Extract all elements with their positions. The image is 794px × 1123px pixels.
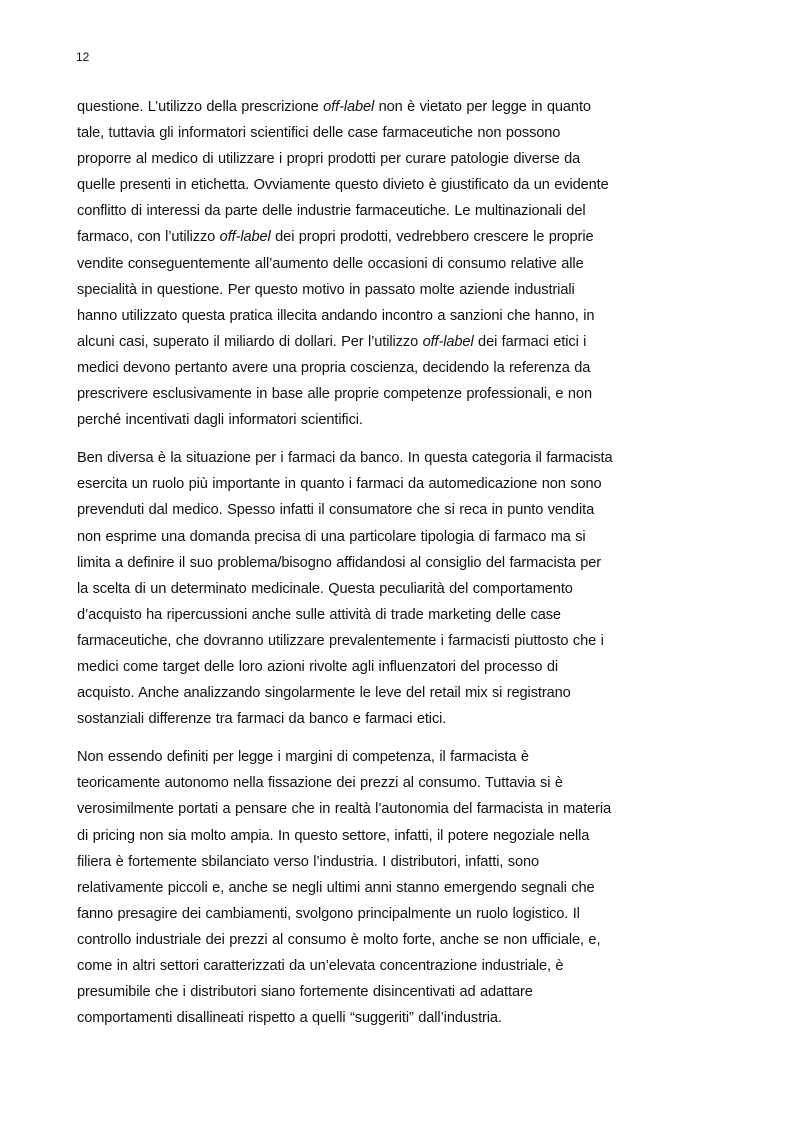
- text-run: teoricamente autonomo nella fissazione dei prezzi al consumo. Tuttavia si è: [77, 775, 563, 792]
- page-number: 12: [76, 50, 90, 64]
- text-run: presumibile che i distributori siano fortemente disincentivati ad adattare: [77, 984, 533, 1001]
- text-line: [77, 875, 727, 901]
- text-line: [77, 381, 727, 407]
- text-run: prevenduti dal medico. Spesso infatti il consumatore che si reca in punto vendita: [77, 502, 595, 519]
- text-run: di pricing non sia molto ampia. In questo settore, infatti, il potere negoziale nella: [77, 827, 590, 844]
- text-run: medici come target delle loro azioni rivolte agli influenzatori del processo di: [77, 658, 559, 675]
- text-line: [77, 602, 727, 628]
- text-line: [77, 224, 727, 250]
- text-run: alcuni casi, superato il miliardo di dollari. Per l’utilizzo: [77, 333, 423, 350]
- text-run: Ben diversa è la situazione per i farmaci da banco. In questa categoria il farmacista: [77, 450, 613, 467]
- text-line: [77, 1005, 727, 1031]
- text-line: [77, 94, 727, 120]
- text-run: sostanziali differenze tra farmaci da banco e farmaci etici.: [77, 711, 447, 728]
- text-line: [77, 654, 727, 680]
- text-line: [77, 823, 727, 849]
- text-line: [77, 706, 727, 732]
- body-text: [77, 94, 727, 1043]
- text-line: [77, 497, 727, 523]
- text-line: [77, 355, 727, 381]
- text-line: [77, 524, 727, 550]
- text-run: verosimilmente portati a pensare che in realtà l’autonomia del farmacista in materia: [77, 801, 612, 818]
- text-run: dei farmaci etici i: [473, 333, 587, 350]
- text-run: perché incentivati dagli informatori scientifici.: [77, 412, 363, 429]
- text-run: tale, tuttavia gli informatori scientifici delle case farmaceutiche non possono: [77, 125, 561, 142]
- text-line: [77, 251, 727, 277]
- text-line: [77, 680, 727, 706]
- text-run: specialità in questione. Per questo motivo in passato molte aziende industriali: [77, 281, 575, 298]
- paragraph: [77, 744, 727, 1031]
- text-line: [77, 953, 727, 979]
- text-line: [77, 471, 727, 497]
- text-run: fanno presagire dei cambiamenti, svolgono principalmente un ruolo logistico. Il: [77, 905, 580, 922]
- text-line: [77, 628, 727, 654]
- text-run: farmaco, con l’utilizzo: [77, 229, 220, 246]
- text-line: [77, 796, 727, 822]
- text-line: [77, 146, 727, 172]
- text-run: limita a definire il suo problema/bisogno affidandosi al consiglio del farmacista per: [77, 554, 602, 571]
- text-line: [77, 407, 727, 433]
- italic-term: off-label: [219, 229, 271, 246]
- text-run: conflitto di interessi da parte delle industrie farmaceutiche. Le multinazionali del: [77, 203, 586, 220]
- text-line: [77, 550, 727, 576]
- text-run: acquisto. Anche analizzando singolarmente le leve del retail mix si registrano: [77, 685, 571, 702]
- text-run: prescrivere esclusivamente in base alle proprie competenze professionali, e non: [77, 386, 592, 403]
- text-line: [77, 770, 727, 796]
- text-run: controllo industriale dei prezzi al consumo è molto forte, anche se non ufficiale, e,: [77, 931, 601, 948]
- text-line: [77, 172, 727, 198]
- text-run: come in altri settori caratterizzati da un’elevata concentrazione industriale, è: [77, 958, 564, 974]
- text-run: medici devono pertanto avere una propria coscienza, decidendo la referenza da: [77, 359, 591, 376]
- text-line: [77, 576, 727, 602]
- text-run: quelle presenti in etichetta. Ovviamente questo divieto è giustificato da un evidente: [77, 177, 609, 194]
- text-run: non è vietato per legge in quanto: [374, 99, 591, 115]
- text-run: dei propri prodotti, vedrebbero crescere le proprie: [270, 229, 594, 246]
- paragraph: [77, 445, 727, 732]
- text-line: [77, 198, 727, 224]
- text-line: [77, 927, 727, 953]
- italic-term: off-label: [422, 333, 474, 350]
- text-run: esercita un ruolo più importante in quanto i farmaci da automedicazione non sono: [77, 476, 602, 493]
- italic-term: off-label: [323, 99, 375, 115]
- text-run: vendite conseguentemente all’aumento delle occasioni di consumo relative alle: [77, 255, 584, 272]
- text-run: comportamenti disallineati rispetto a quelli “suggeriti” dall’industria.: [77, 1010, 502, 1027]
- text-line: [77, 277, 727, 303]
- text-line: [77, 979, 727, 1005]
- text-line: [77, 329, 727, 355]
- text-line: [77, 849, 727, 875]
- text-run: filiera è fortemente sbilanciato verso l’industria. I distributori, infatti, sono: [77, 853, 539, 870]
- text-line: [77, 303, 727, 329]
- text-run: farmaceutiche, che dovranno utilizzare prevalentemente i farmacisti piuttosto che i: [77, 632, 604, 649]
- text-run: relativamente piccoli e, anche se negli ultimi anni stanno emergendo segnali che: [77, 879, 595, 896]
- text-line: [77, 744, 727, 770]
- text-line: [77, 120, 727, 146]
- paragraph: [77, 94, 727, 433]
- text-run: hanno utilizzato questa pratica illecita andando incontro a sanzioni che hanno, in: [77, 307, 595, 324]
- text-line: [77, 445, 727, 471]
- text-line: [77, 901, 727, 927]
- text-run: proporre al medico di utilizzare i propri prodotti per curare patologie diverse da: [77, 151, 581, 168]
- text-run: d’acquisto ha ripercussioni anche sulle attività di trade marketing delle case: [77, 606, 561, 623]
- text-run: Non essendo definiti per legge i margini di competenza, il farmacista è: [77, 749, 529, 766]
- text-run: questione. L’utilizzo della prescrizione: [77, 99, 324, 115]
- text-run: non esprime una domanda precisa di una particolare tipologia di farmaco ma si: [77, 528, 586, 545]
- text-run: la scelta di un determinato medicinale. Questa peculiarità del comportamento: [77, 580, 573, 597]
